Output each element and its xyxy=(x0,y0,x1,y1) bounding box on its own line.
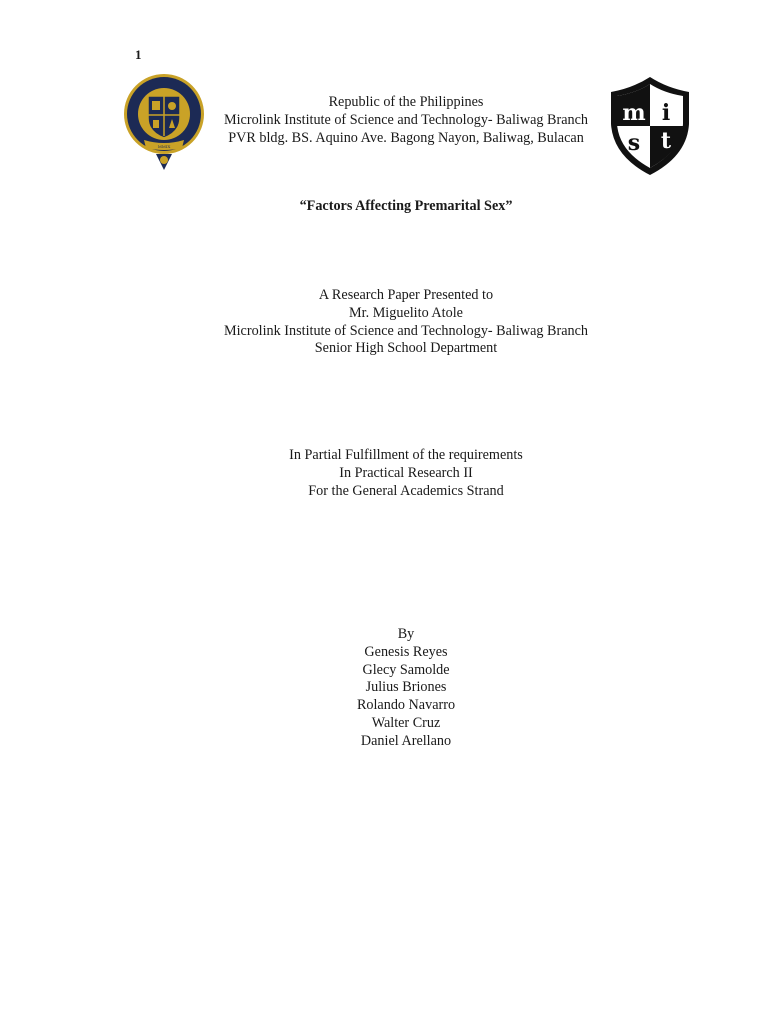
author-name: Glecy Samolde xyxy=(362,661,450,678)
paper-title: “Factors Affecting Premarital Sex” xyxy=(299,198,513,214)
author-name: Walter Cruz xyxy=(371,714,441,731)
fulfillment-block xyxy=(0,447,768,500)
fulfillment-line-course: In Practical Research II xyxy=(339,464,473,481)
page-number: 1 xyxy=(135,47,142,62)
presented-line-teacher: Mr. Miguelito Atole xyxy=(349,304,463,321)
author-name: Daniel Arellano xyxy=(360,732,452,749)
by-label: By xyxy=(397,626,415,642)
author-name: Genesis Reyes xyxy=(364,643,448,660)
shield-letter-s: s xyxy=(627,130,641,156)
header-line-address: PVR bldg. BS. Aquino Ave. Bagong Nayon, Baliwag, Bulacan xyxy=(228,129,584,146)
author-name: Rolando Navarro xyxy=(356,697,456,714)
paper-title-block xyxy=(0,198,768,216)
header-line-school: Microlink Institute of Science and Technology- Baliwag Branch xyxy=(224,111,588,128)
presentation-block xyxy=(0,287,768,358)
fulfillment-line-strand: For the General Academics Strand xyxy=(308,482,504,499)
shield-letter-t: t xyxy=(660,128,672,154)
institution-header xyxy=(0,94,768,147)
seal-ribbon-text: MMIX xyxy=(157,144,171,149)
header-line-country: Republic of the Philippines xyxy=(328,94,484,110)
authors-block xyxy=(0,626,768,751)
shield-letter-m: m xyxy=(622,100,646,126)
shield-letter-i: i xyxy=(661,100,671,126)
fulfillment-line-requirements: In Partial Fulfillment of the requirements xyxy=(289,447,523,463)
author-name: Julius Briones xyxy=(365,679,447,696)
presented-line-department: Senior High School Department xyxy=(314,340,498,357)
presented-line-school: Microlink Institute of Science and Technology- Baliwag Branch xyxy=(224,322,588,339)
presented-line-intro: A Research Paper Presented to xyxy=(318,287,494,303)
